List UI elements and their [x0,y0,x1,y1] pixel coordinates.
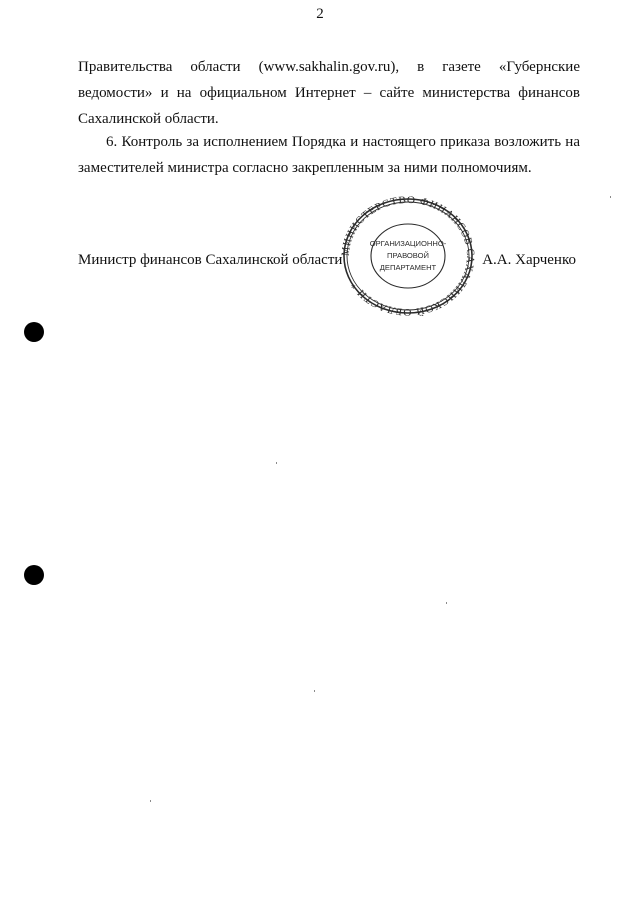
scan-speck [314,690,315,692]
text-line: Правительства области (www.sakhalin.gov.ru), в газете «Губернские [78,59,580,75]
page-number: 2 [316,6,324,22]
stamp-inner-line: ДЕПАРТАМЕНТ [379,263,437,272]
scan-speck [446,602,447,604]
stamp-outer-text: МИНИСТЕРСТВО ФИНАНСОВ САХАЛИНСКОЙ ОБЛАСТИ * [340,196,476,316]
text-line: Сахалинской области. [78,111,219,127]
stamp-inner-line: ПРАВОВОЙ [387,251,429,260]
text-line: 6. Контроль за исполнением Порядка и настоящего приказа возложить на [106,134,580,150]
scan-speck [610,196,611,198]
punch-hole [24,322,44,342]
official-stamp [340,196,476,316]
stamp-inner-line: ОРГАНИЗАЦИОННО- [369,239,447,248]
punch-hole [24,565,44,585]
paragraph-control-clause [78,129,580,181]
scan-speck [276,462,277,464]
text-line: ведомости» и на официальном Интернет – сайте министерства финансов [78,85,580,101]
text-line: заместителей министра согласно закрепленным за ними полномочиям. [78,160,532,176]
scan-speck [150,800,151,802]
signatory-name: А.А. Харченко [482,252,576,268]
signatory-title: Министр финансов Сахалинской области [78,252,343,268]
paragraph-publication [78,54,580,132]
